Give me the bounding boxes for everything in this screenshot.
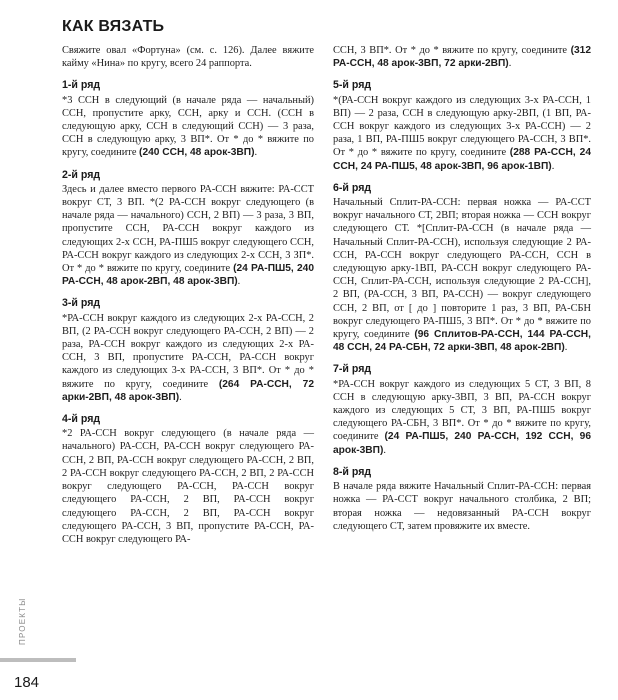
- row-4-continuation: [333, 44, 591, 70]
- row-2-heading: 2-й ряд: [62, 168, 101, 181]
- row-4-total: (312 РА-ССН, 48 арок-3ВП, 72 арки-2ВП): [333, 45, 591, 70]
- row-3-total: (264 РА-ССН, 72 арки-2ВП, 48 арок-3ВП): [62, 378, 314, 403]
- page-number: 184: [14, 674, 40, 691]
- row-7-section: [333, 363, 591, 456]
- row-1-total: (240 ССН, 48 арок-3ВП): [139, 147, 255, 159]
- row-6-section: [333, 182, 591, 355]
- row-4-text: *2 РА-ССН вокруг следующего (в начале ряда — начального) РА-ССН, РА-ССН вокруг следующего РА-ССН, 2 ВП, РА-ССН вокруг следующего РА-ССН, 2 ВП, 2 РА-ССН вокруг следующего РА-ССН, 2 ВП, 2 РА-ССН вокруг следующего РА-ССН, РА-ССН вокруг следующего РА-ССН, 2 ВП, РА-ССН вокруг следующего РА-ССН, 2 ВП, РА-ССН вокруг следующего РА-ССН, 3 ВП, пропустите РА-ССН, РА-ССН вокруг следующего РА-: [62, 428, 314, 545]
- row-8-section: [333, 466, 591, 533]
- row-1-heading: 1-й ряд: [62, 79, 101, 92]
- row-1-section: [62, 79, 314, 159]
- left-column: [62, 44, 314, 546]
- right-column: [333, 44, 591, 533]
- row-5-section: [333, 79, 591, 172]
- row-7-heading: 7-й ряд: [333, 363, 372, 376]
- row-5-heading: 5-й ряд: [333, 79, 372, 92]
- row-6-total: (96 Сплитов-РА-ССН, 144 РА-ССН, 48 ССН, 24 РА-СБН, 72 арки-3ВП, 48 арок-2ВП): [333, 329, 591, 354]
- row-3-section: [62, 297, 314, 404]
- row-4-section: [62, 413, 314, 546]
- row-2-total: (24 РА-ПШ5, 240 РА-ССН, 48 арок-2ВП, 48 арок-3ВП): [62, 263, 314, 288]
- row-2-section: [62, 169, 314, 289]
- row-6-text: Начальный Сплит-РА-ССН: первая ножка — РА-ССТ вокруг начального СТ, 2ВП; вторая ножка — ССН вокруг следующего СТ. *[Сплит-РА-ССН (в начале ряда — Начальный Сплит-РА-ССН), используя следующие 2 РА-ССН, РА-ССН вокруг следующего РА-ССН, ССН в следующую арку-1ВП, РА-ССН вокруг следующего РА-ССН, Сплит-РА-ССН, используя следующие 2 РА-ССН], 2 ВП, (РА-ССН, 3 ВП, РА-ССН) — вокруг следующего ССН, 2 ВП, от [ до ] повторите 1 раз, 3 ВП, РА-СБН вокруг следующего РА-ПШ5, 3 ВП*. От * до * вяжите по кругу, соедините (96 Сплитов-РА-ССН, 144 РА-ССН, 48 ССН, 24 РА-СБН, 72 арки-3ВП, 48 арок-2ВП).: [333, 197, 591, 354]
- section-side-label: ПРОЕКТЫ: [18, 597, 27, 645]
- row-5-text: *(РА-ССН вокруг каждого из следующих 3-х РА-ССН, 1 ВП) — 2 раза, ССН в следующую арку-2ВП, (1 ВП, РА-ССН вокруг каждого из следующих 3-х РА-ССН) — 2 раза, 1 ВП, РА-ПШ5 вокруг следующего РА-ССН, 3 ВП*. От * до * вяжите по кругу, соедините (288 РА-ССН, 24 ССН, 24 РА-ПШ5, 48 арок-3ВП, 96 арок-1ВП).: [333, 94, 591, 172]
- row-2-text: Здесь и далее вместо первого РА-ССН вяжите: РА-ССТ вокруг СТ, 3 ВП. *(2 РА-ССН вокруг следующего (в начале ряда — начального) ССН, 2 ВП) — 3 раза, 3 ВП, пропустите ССН, РА-ССН вокруг каждого из следующих 2-х ССН, РА-ПШ5 вокруг следующего ССН, РА-ССН вокруг каждого из следующих 2-х ССН, 3 ЗП*. От * до * вяжите по кругу, соедините (24 РА-ПШ5, 240 РА-ССН, 48 арок-2ВП, 48 арок-3ВП).: [62, 183, 314, 288]
- intro-paragraph: Свяжите овал «Фортуна» (см. с. 126). Далее вяжите кайму «Нина» по кругу, всего 24 раппорта.: [62, 45, 314, 70]
- footer-bar: [0, 658, 76, 662]
- row-6-heading: 6-й ряд: [333, 181, 372, 194]
- row-4-heading: 4-й ряд: [62, 413, 101, 426]
- row-4-text-continued: ССН, 3 ВП*. От * до * вяжите по кругу, соедините (312 РА-ССН, 48 арок-3ВП, 72 арки-2ВП).: [333, 45, 591, 70]
- row-1-text: *3 ССН в следующий (в начале ряда — начальный) ССН, пропустите арку, ССН, арку и ССН. (ССН в следующую арку, ССН в следующий ССН) — 3 раза, ССН в следующую арку, 3 ВП*. От * до * вяжите по кругу, соедините (240 ССН, 48 арок-3ВП).: [62, 94, 314, 159]
- row-7-total: (24 РА-ПШ5, 240 РА-ССН, 192 ССН, 96 арок-3ВП): [333, 431, 591, 456]
- row-3-heading: 3-й ряд: [62, 297, 101, 310]
- page-title: КАК ВЯЗАТЬ: [62, 18, 165, 35]
- row-7-text: *РА-ССН вокруг каждого из следующих 5 СТ, 3 ВП, 8 ССН в следующую арку-3ВП, 3 ВП, РА-ССН вокруг каждого из следующих 5 СТ, 3 ВП, РА-ПШ5 вокруг следующего РА-СБН, 3 ВП*. От * до * вяжите по кругу, соедините (24 РА-ПШ5, 240 РА-ССН, 192 ССН, 96 арок-3ВП).: [333, 378, 591, 456]
- row-5-total: (288 РА-ССН, 24 ССН, 24 РА-ПШ5, 48 арок-3ВП, 96 арок-1ВП): [333, 147, 591, 172]
- row-8-heading: 8-й ряд: [333, 465, 372, 478]
- row-8-text: В начале ряда вяжите Начальный Сплит-РА-ССН: первая ножка — РА-ССТ вокруг начального столбика, 2 ВП; вторая ножка — недовязанный РА-ССН вокруг следующего СТ, затем провяжите их вместе.: [333, 481, 591, 532]
- row-3-text: *РА-ССН вокруг каждого из следующих 2-х РА-ССН, 2 ВП, (2 РА-ССН вокруг следующего РА-ССН, 2 ВП) — 2 раза, РА-ССН вокруг каждого из следующих 2-х РА-ССН, 3 ВП, пропустите РА-ССН, РА-ССН вокруг каждого из следующих 3-х РА-ССН, 3 ВП*. От * до * вяжите по кругу, соедините (264 РА-ССН, 72 арки-2ВП, 48 арок-3ВП).: [62, 312, 314, 403]
